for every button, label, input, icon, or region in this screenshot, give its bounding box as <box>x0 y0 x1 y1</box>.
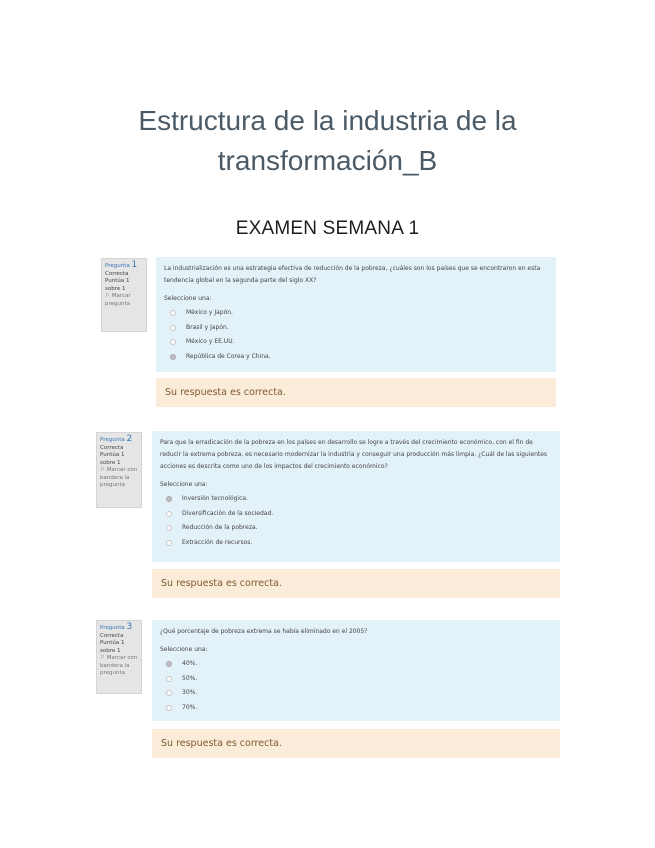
question-status: Correcta <box>100 632 124 639</box>
flag-icon: ⚐ <box>100 655 105 661</box>
answer-option[interactable] <box>160 492 552 507</box>
page-title <box>60 101 595 181</box>
question-prompt: Seleccione una: <box>164 295 212 302</box>
question-status: Correcta <box>105 270 129 277</box>
question-number: 3 <box>126 622 133 632</box>
flag-icon: ⚐ <box>100 467 105 473</box>
radio-button[interactable] <box>170 339 176 345</box>
option-label: 40%. <box>182 660 198 668</box>
question-prompt: Seleccione una: <box>160 481 208 488</box>
radio-button-selected[interactable] <box>166 661 172 667</box>
answer-option[interactable] <box>160 686 552 701</box>
radio-button[interactable] <box>166 676 172 682</box>
question-text: ¿Qué porcentaje de pobreza extrema se había eliminado en el 2005? <box>160 628 368 635</box>
radio-button[interactable] <box>166 540 172 546</box>
radio-button[interactable] <box>166 690 172 696</box>
option-label: Reducción de la pobreza. <box>182 524 258 532</box>
question-info-1 <box>101 258 147 332</box>
question-text: La industrialización es una estrategia efectiva de reducción de la pobreza, ¿cuáles son los países que se encontraron en esta tendencia global en la segunda parte del siglo XX? <box>164 265 541 284</box>
question-score: Puntúa 1 sobre 1 <box>105 278 130 292</box>
radio-button[interactable] <box>166 525 172 531</box>
answer-option[interactable] <box>164 350 548 365</box>
option-label: 50%. <box>182 674 198 682</box>
answer-feedback: Su respuesta es correcta. <box>152 569 560 598</box>
option-label: Brasil y Japón. <box>186 323 229 331</box>
option-label: México y Japón. <box>186 309 233 317</box>
question-number: 2 <box>126 434 133 444</box>
option-label: Extracción de recursos. <box>182 538 253 546</box>
answer-option[interactable] <box>164 306 548 321</box>
question-info-2 <box>96 432 142 508</box>
question-info-3 <box>96 620 142 694</box>
radio-button[interactable] <box>166 705 172 711</box>
question-status: Correcta <box>100 444 124 451</box>
radio-button[interactable] <box>170 325 176 331</box>
option-label: México y EE.UU. <box>186 338 235 346</box>
answer-option[interactable] <box>160 657 552 672</box>
flag-label: Marcar con bandera la pregunta <box>100 467 138 488</box>
option-label: República de Corea y China. <box>186 352 271 360</box>
answer-option[interactable] <box>160 701 552 716</box>
answer-feedback: Su respuesta es correcta. <box>152 729 560 758</box>
question-box-1 <box>156 257 556 372</box>
answer-option[interactable] <box>164 321 548 336</box>
question-score: Puntúa 1 sobre 1 <box>100 640 125 654</box>
question-text: Para que la erradicación de la pobreza en los países en desarrollo se logre a través del crecimiento económico, con el fin de reducir la extrema pobreza, es necesario modernizar la industria y conseguir una producción más limpia. ¿Cuál de las siguientes acciones es descrita como uno de los impactos del crecimiento económico? <box>160 439 548 470</box>
flag-label: Marcar pregunta <box>105 293 131 307</box>
question-box-2 <box>152 431 560 562</box>
question-box-3 <box>152 620 560 721</box>
question-prompt: Seleccione una: <box>160 646 208 653</box>
option-label: 70%. <box>182 703 198 711</box>
radio-button[interactable] <box>170 310 176 316</box>
radio-button-selected[interactable] <box>166 496 172 502</box>
radio-button[interactable] <box>166 511 172 517</box>
question-number: 1 <box>131 260 138 270</box>
option-label: Inversión tecnológica. <box>182 495 248 503</box>
answer-option[interactable] <box>160 536 552 551</box>
flag-question-link[interactable] <box>100 467 138 490</box>
page-title-line1: Estructura de la industria de la <box>138 105 517 136</box>
answer-option[interactable] <box>160 672 552 687</box>
flag-question-link[interactable] <box>100 655 138 678</box>
option-label: Diversificación de la sociedad. <box>182 509 274 517</box>
question-label: Pregunta <box>100 625 125 631</box>
flag-question-link[interactable] <box>105 293 143 308</box>
question-label: Pregunta <box>105 263 130 269</box>
question-label: Pregunta <box>100 437 125 443</box>
answer-feedback: Su respuesta es correcta. <box>156 378 556 407</box>
answer-option[interactable] <box>160 507 552 522</box>
page-title-line2: transformación_B <box>217 145 438 176</box>
flag-icon: ⚐ <box>105 293 110 299</box>
radio-button-selected[interactable] <box>170 354 176 360</box>
answer-option[interactable] <box>164 335 548 350</box>
option-label: 30%. <box>182 689 198 697</box>
flag-label: Marcar con bandera la pregunta <box>100 655 138 676</box>
exam-subtitle: EXAMEN SEMANA 1 <box>235 218 420 239</box>
answer-option[interactable] <box>160 521 552 536</box>
question-score: Puntúa 1 sobre 1 <box>100 452 125 466</box>
